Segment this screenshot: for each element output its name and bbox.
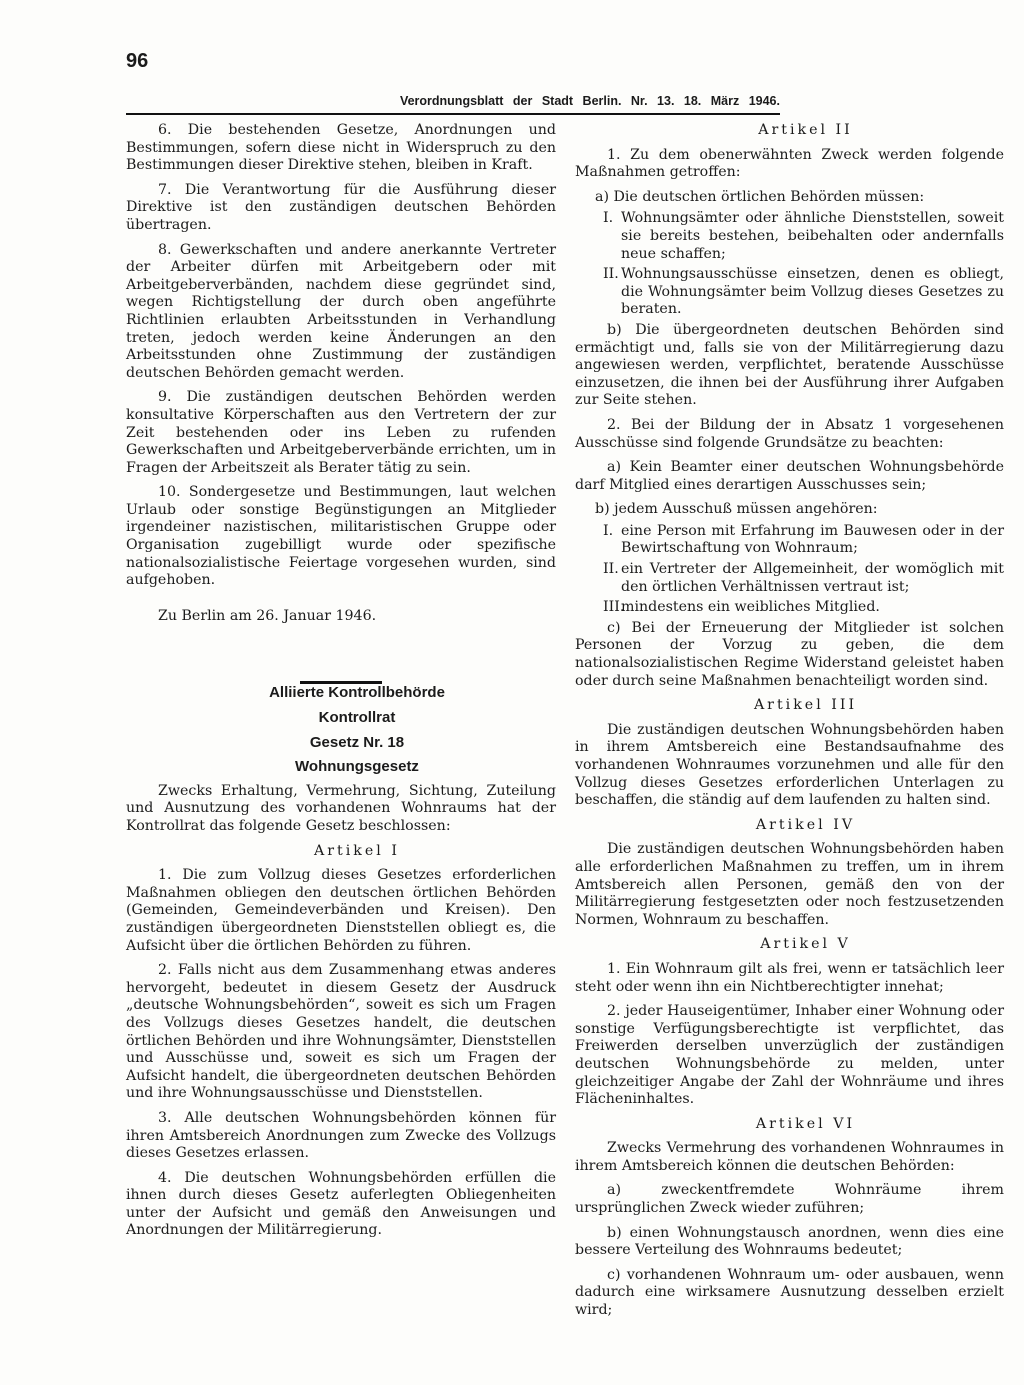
- running-head: Verordnungsblatt der Stadt Berlin. Nr. 13. 18. März 1946.: [399, 94, 780, 108]
- article-5-title: Artikel V: [760, 936, 851, 953]
- article-6-title: Artikel VI: [755, 1115, 856, 1132]
- list-number: II.: [603, 266, 619, 283]
- page-number: 96: [126, 50, 149, 72]
- list-number: II.: [603, 561, 619, 578]
- article-6-item: c) vorhandenen Wohnraum um- oder ausbauen, wenn dadurch eine wirksamere Ausnutzung desselben erzielt wird;: [575, 1266, 1004, 1319]
- list-item: [575, 266, 1004, 319]
- right-column: [575, 122, 1004, 1327]
- list-item: [575, 561, 1004, 596]
- list-number: III.: [603, 599, 625, 616]
- article-1-paragraph: 1. Die zum Vollzug dieses Gesetzes erforderlichen Maßnahmen obliegen den deutschen örtlichen Behörden (Gemeinden, Gemeindeverbänden und Kreisen). Den zuständigen übergeordneten Dienststellen obliegt es, die Aufsicht über die örtlichen Behörden zu führen.: [126, 867, 556, 954]
- paragraph-7: 7. Die Verantwortung für die Ausführung dieser Direktive ist den zuständigen deutschen Behörden übertragen.: [126, 181, 556, 233]
- paragraph-9: 9. Die zuständigen deutschen Behörden werden konsultative Körperschaften aus den Vertretern der zur Zeit bestehenden oder ins Leben zu rufenden Gewerkschaften und Arbeitgeberverbände errichten, um in Fragen der Arbeitszeit als Berater tätig zu sein.: [126, 389, 556, 476]
- article-1-title: Artikel I: [314, 842, 400, 859]
- list-text: Wohnungsausschüsse einsetzen, denen es obliegt, die Wohnungsämter beim Vollzug dieses Gesetzes zu beraten.: [621, 266, 1004, 318]
- preamble: Zwecks Erhaltung, Vermehrung, Sichtung, Zuteilung und Ausnutzung des vorhandenen Wohnraums hat der Kontrollrat das folgende Gesetz beschlossen:: [126, 782, 556, 834]
- list-item: [575, 523, 1004, 558]
- article-6-intro: Zwecks Vermehrung des vorhandenen Wohnraumes in ihrem Amtsbereich können die deutschen Behörden:: [575, 1140, 1004, 1174]
- article-2-sub-b: b) Die übergeordneten deutschen Behörden sind ermächtigt und, falls sie von der Militärregierung dazu angewiesen werden, verpflichtet, beratende Ausschüsse einzusetzen, die ihnen bei der Ausführung ihrer Aufgaben zur Seite stehen.: [575, 321, 1004, 409]
- article-2-sub-a: a) Die deutschen örtlichen Behörden müssen:: [595, 188, 925, 205]
- article-4-text: Die zuständigen deutschen Wohnungsbehörden haben alle erforderlichen Maßnahmen zu treffen, um in ihrem Amtsbereich allen Personen, gemäß den von der Militärregierung festgesetzten oder noch festzusetzenden Normen, Wohnraum zu beschaffen.: [575, 841, 1004, 928]
- list-number: I.: [603, 210, 614, 227]
- article-5-paragraph: 2. jeder Hauseigentümer, Inhaber einer Wohnung oder sonstige Verfügungsberechtigte ist verpflichtet, das Freiwerden derselben unverzüglich der zuständigen deutschen Wohnungsbehörde zu melden, unter gleichzeitiger Angabe der Zahl der Wohnräume und ihres Flächeninhaltes.: [575, 1003, 1004, 1108]
- paragraph-6: 6. Die bestehenden Gesetze, Anordnungen und Bestimmungen, sofern diese nicht in Widerspruch zu den Bestimmungen dieser Direktive stehen, bleiben in Kraft.: [126, 122, 556, 174]
- council-heading: Kontrollrat: [318, 709, 396, 727]
- article-2-title: Artikel II: [758, 122, 853, 138]
- article-2-sub-c2: c) Bei der Erneuerung der Mitglieder ist solchen Personen der Vorzug zu geben, die dem nationalsozialistischen Regime Widerstand geleistet haben oder durch seine Maßnahmen benachteiligt worden sind.: [575, 619, 1004, 689]
- authority-heading: Alliierte Kontrollbehörde: [269, 684, 445, 702]
- article-1-paragraph: 3. Alle deutschen Wohnungsbehörden können für ihren Amtsbereich Anordnungen zum Zwecke des Vollzugs dieses Gesetzes erlassen.: [126, 1109, 556, 1162]
- list-text: mindestens ein weibliches Mitglied.: [621, 599, 880, 616]
- law-number-heading: Gesetz Nr. 18: [309, 733, 405, 751]
- article-1-paragraph: 4. Die deutschen Wohnungsbehörden erfüllen die ihnen durch dieses Gesetz auferlegten Obliegenheiten unter der Aufsicht und gemäß den Anweisungen und Anordnungen der Militärregierung.: [126, 1169, 556, 1239]
- article-1-paragraph: 2. Falls nicht aus dem Zusammenhang etwas anderes hervorgeht, bedeutet in diesem Gesetz der Ausdruck „deutsche Wohnungsbehörden“, soweit es sich um Fragen des Vollzugs dieses Gesetzes handelt, die deutschen örtlichen Behörden und ihre Wohnungsämter, Dienststellen und Ausschüsse und, soweit es sich um Fragen der Aufsicht handelt, die übergeordneten deutschen Behörden und ihre Wohnungsausschüsse und Dienststellen.: [126, 962, 556, 1102]
- left-column: [126, 122, 556, 1247]
- date-line: Zu Berlin am 26. Januar 1946.: [158, 607, 377, 624]
- article-6-item: a) zweckentfremdete Wohnräume ihrem ursprünglichen Zweck wieder zuführen;: [575, 1182, 1004, 1217]
- law-title-heading: Wohnungsgesetz: [295, 758, 419, 776]
- paragraph-10: 10. Sondergesetze und Bestimmungen, laut welchen Urlaub oder sonstige Begünstigungen an Mitglieder irgendeiner nazistischen, militaristischen Gruppe oder Organisation zugebilligt wurde oder spezifische nationalsozialistische Feiertage vorgesehen wurden, sind aufgehoben.: [126, 484, 556, 589]
- article-2-sub-a2: a) Kein Beamter einer deutschen Wohnungsbehörde darf Mitglied eines derartigen Ausschusses sein;: [575, 459, 1004, 493]
- list-number: I.: [603, 522, 614, 539]
- article-3-text: Die zuständigen deutschen Wohnungsbehörden haben in ihrem Amtsbereich eine Bestandsaufnahme des vorhandenen Wohnraumes vorzunehmen und alle für den Vollzug dieses Gesetzes erforderlichen Unterlagen zu beschaffen, die ständig auf dem laufenden zu halten sind.: [575, 721, 1004, 809]
- list-item: [575, 599, 1004, 617]
- list-item: [575, 210, 1004, 263]
- article-6-item: b) einen Wohnungstausch anordnen, wenn dies eine bessere Verteilung des Wohnraums bedeutet;: [575, 1224, 1004, 1259]
- list-text: Wohnungsämter oder ähnliche Dienststellen, soweit sie bereits bestehen, beibehalten oder andernfalls neue schaffen;: [621, 210, 1004, 262]
- article-4-title: Artikel IV: [755, 816, 856, 833]
- list-text: eine Person mit Erfahrung im Bauwesen oder in der Bewirtschaftung von Wohnraum;: [621, 522, 1004, 557]
- paragraph-8: 8. Gewerkschaften und andere anerkannte Vertreter der Arbeiter dürfen mit Arbeitgebern oder mit Arbeitgeberverbänden, nachdem diese gegründet sind, wegen Richtigstellung der durch oben angeführte Richtlinien erlaubten Arbeitsstunden in Verhandlung treten, jedoch werden keine Änderungen an den Arbeitsstunden ohne Zustimmung der zuständigen deutschen Behörden gemacht werden.: [126, 241, 556, 381]
- list-text: ein Vertreter der Allgemeinheit, der womöglich mit den örtlichen Verhältnissen vertraut ist;: [621, 561, 1004, 595]
- article-2-paragraph-2: 2. Bei der Bildung der in Absatz 1 vorgesehenen Ausschüsse sind folgende Grundsätze zu beachten:: [575, 416, 1004, 451]
- article-3-title: Artikel III: [753, 697, 858, 714]
- article-5-paragraph: 1. Ein Wohnraum gilt als frei, wenn er tatsächlich leer steht oder wenn ihn ein Nichtberechtigter innehat;: [575, 960, 1004, 995]
- article-2-sub-b2: b) jedem Ausschuß müssen angehören:: [595, 501, 878, 518]
- article-2-paragraph-1: 1. Zu dem obenerwähnten Zweck werden folgende Maßnahmen getroffen:: [575, 146, 1004, 181]
- header-rule: [126, 113, 780, 115]
